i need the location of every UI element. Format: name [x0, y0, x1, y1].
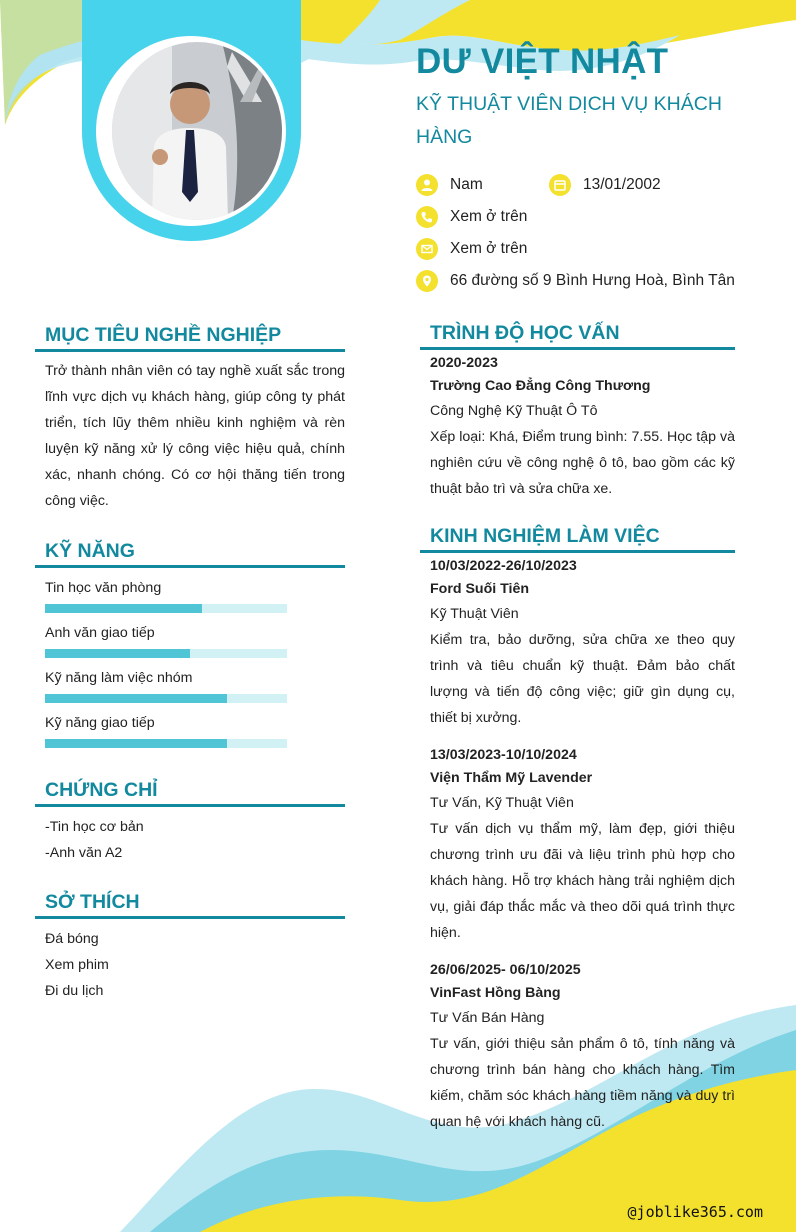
objective-section	[35, 323, 345, 514]
education-major: Công Nghệ Kỹ Thuật Ô Tô	[430, 403, 598, 419]
experience-company: Ford Suối Tiên	[430, 581, 530, 597]
avatar	[112, 42, 282, 220]
experience-desc: Tư vấn, giới thiệu sản phẩm ô tô, tính năng và chương trình bán hàng cho khách hàng. Tìm kiếm, chăm sóc khách hàng tiềm năng và duy trì quan hệ với khách hàng cũ.	[430, 1036, 735, 1130]
education-entry	[420, 352, 735, 502]
contact-row-phone	[416, 201, 756, 233]
objective-text: Trở thành nhân viên có tay nghề xuất sắc trong lĩnh vực dịch vụ khách hàng, giúp công ty phát triển, tích lũy thêm nhiều kinh nghiệm và rèn luyện kỹ năng xử lý công việc hiệu quả, chính xác, nhanh chóng. Có cơ hội thăng tiến trong công việc.	[45, 363, 345, 509]
education-period: 2020-2023	[430, 355, 498, 371]
header	[416, 40, 756, 154]
skill-item	[35, 668, 345, 703]
objective-title: MỤC TIÊU NGHỀ NGHIỆP	[35, 323, 345, 352]
hobby-item: Đá bóng	[45, 931, 99, 947]
skill-name: Kỹ năng làm việc nhóm	[45, 670, 193, 686]
skill-name: Kỹ năng giao tiếp	[45, 715, 155, 731]
education-title: TRÌNH ĐỘ HỌC VẤN	[420, 321, 735, 350]
contact-row-gender-dob	[416, 169, 756, 201]
certificate-item: -Tin học cơ bản	[45, 819, 144, 835]
gender-text: Nam	[450, 176, 483, 193]
skills-list	[35, 578, 345, 748]
phone-icon	[416, 206, 438, 228]
hobbies-title: SỞ THÍCH	[35, 890, 345, 919]
calendar-icon	[549, 174, 571, 196]
skills-title: KỸ NĂNG	[35, 539, 345, 568]
experience-role: Tư Vấn Bán Hàng	[430, 1010, 545, 1026]
contact-row-address	[416, 265, 756, 297]
experience-role: Tư Vấn, Kỹ Thuật Viên	[430, 795, 574, 811]
job-title: KỸ THUẬT VIÊN DỊCH VỤ KHÁCH HÀNG	[416, 93, 722, 148]
skill-item	[35, 578, 345, 613]
person-icon	[416, 174, 438, 196]
contact-row-email	[416, 233, 756, 265]
experience-period: 26/06/2025- 06/10/2025	[430, 962, 581, 978]
hobby-item: Xem phim	[45, 957, 109, 973]
certificate-item: -Anh văn A2	[45, 845, 123, 861]
skill-name: Tin học văn phòng	[45, 580, 162, 596]
experience-role: Kỹ Thuật Viên	[430, 606, 519, 622]
skill-bar-fill	[45, 649, 190, 658]
phone-text: Xem ở trên	[450, 208, 528, 225]
contact-info	[416, 169, 756, 297]
skills-section	[35, 539, 345, 758]
gender-item	[416, 174, 549, 196]
experience-entry	[420, 744, 735, 946]
skill-name: Anh văn giao tiếp	[45, 625, 155, 641]
experience-company: Viện Thẩm Mỹ Lavender	[430, 770, 593, 786]
dob-item	[549, 174, 661, 196]
skill-bar-fill	[45, 694, 227, 703]
location-icon	[416, 270, 438, 292]
skill-bar	[45, 604, 287, 613]
education-desc: Xếp loại: Khá, Điểm trung bình: 7.55. Học tập và nghiên cứu về công nghệ ô tô, bao gồm các kỹ thuật bảo trì và sửa chữa xe.	[430, 429, 735, 497]
email-icon	[416, 238, 438, 260]
certificates-section	[35, 778, 345, 866]
education-school: Trường Cao Đẳng Công Thương	[430, 378, 651, 394]
dob-text: 13/01/2002	[583, 176, 661, 193]
experience-company: VinFast Hồng Bàng	[430, 985, 561, 1001]
skill-bar	[45, 739, 287, 748]
skill-item	[35, 623, 345, 658]
watermark: @joblike365.com	[627, 1203, 763, 1221]
hobbies-section	[35, 890, 345, 1004]
experience-period: 10/03/2022-26/10/2023	[430, 558, 577, 574]
skill-item	[35, 713, 345, 748]
skill-bar	[45, 649, 287, 658]
experience-section	[420, 524, 735, 1135]
experience-title: KINH NGHIỆM LÀM VIỆC	[420, 524, 735, 553]
hobby-item: Đi du lịch	[45, 983, 104, 999]
experience-period: 13/03/2023-10/10/2024	[430, 747, 577, 763]
experience-desc: Tư vấn dịch vụ thẩm mỹ, làm đẹp, giới thiệu chương trình ưu đãi và liệu trình phù hợp cho khách hàng. Hỗ trợ khách hàng trải nghiệm dịch vụ, giải đáp thắc mắc và theo dõi quá trình thực hiện.	[430, 821, 735, 941]
experience-desc: Kiểm tra, bảo dưỡng, sửa chữa xe theo quy trình và tiêu chuẩn kỹ thuật. Đảm bảo chất lượng và tiến độ công việc; giữ gìn dụng cụ, thiết bị xưởng.	[430, 632, 735, 726]
skill-bar-fill	[45, 739, 227, 748]
address-text: 66 đường số 9 Bình Hưng Hoà, Bình Tân	[450, 272, 735, 289]
skill-bar-fill	[45, 604, 202, 613]
email-text: Xem ở trên	[450, 240, 528, 257]
experience-entry	[420, 555, 735, 731]
experience-entry	[420, 959, 735, 1135]
skill-bar	[45, 694, 287, 703]
education-section	[420, 321, 735, 502]
candidate-name: DƯ VIỆT NHẬT	[416, 42, 669, 81]
certificates-title: CHỨNG CHỈ	[35, 778, 345, 807]
